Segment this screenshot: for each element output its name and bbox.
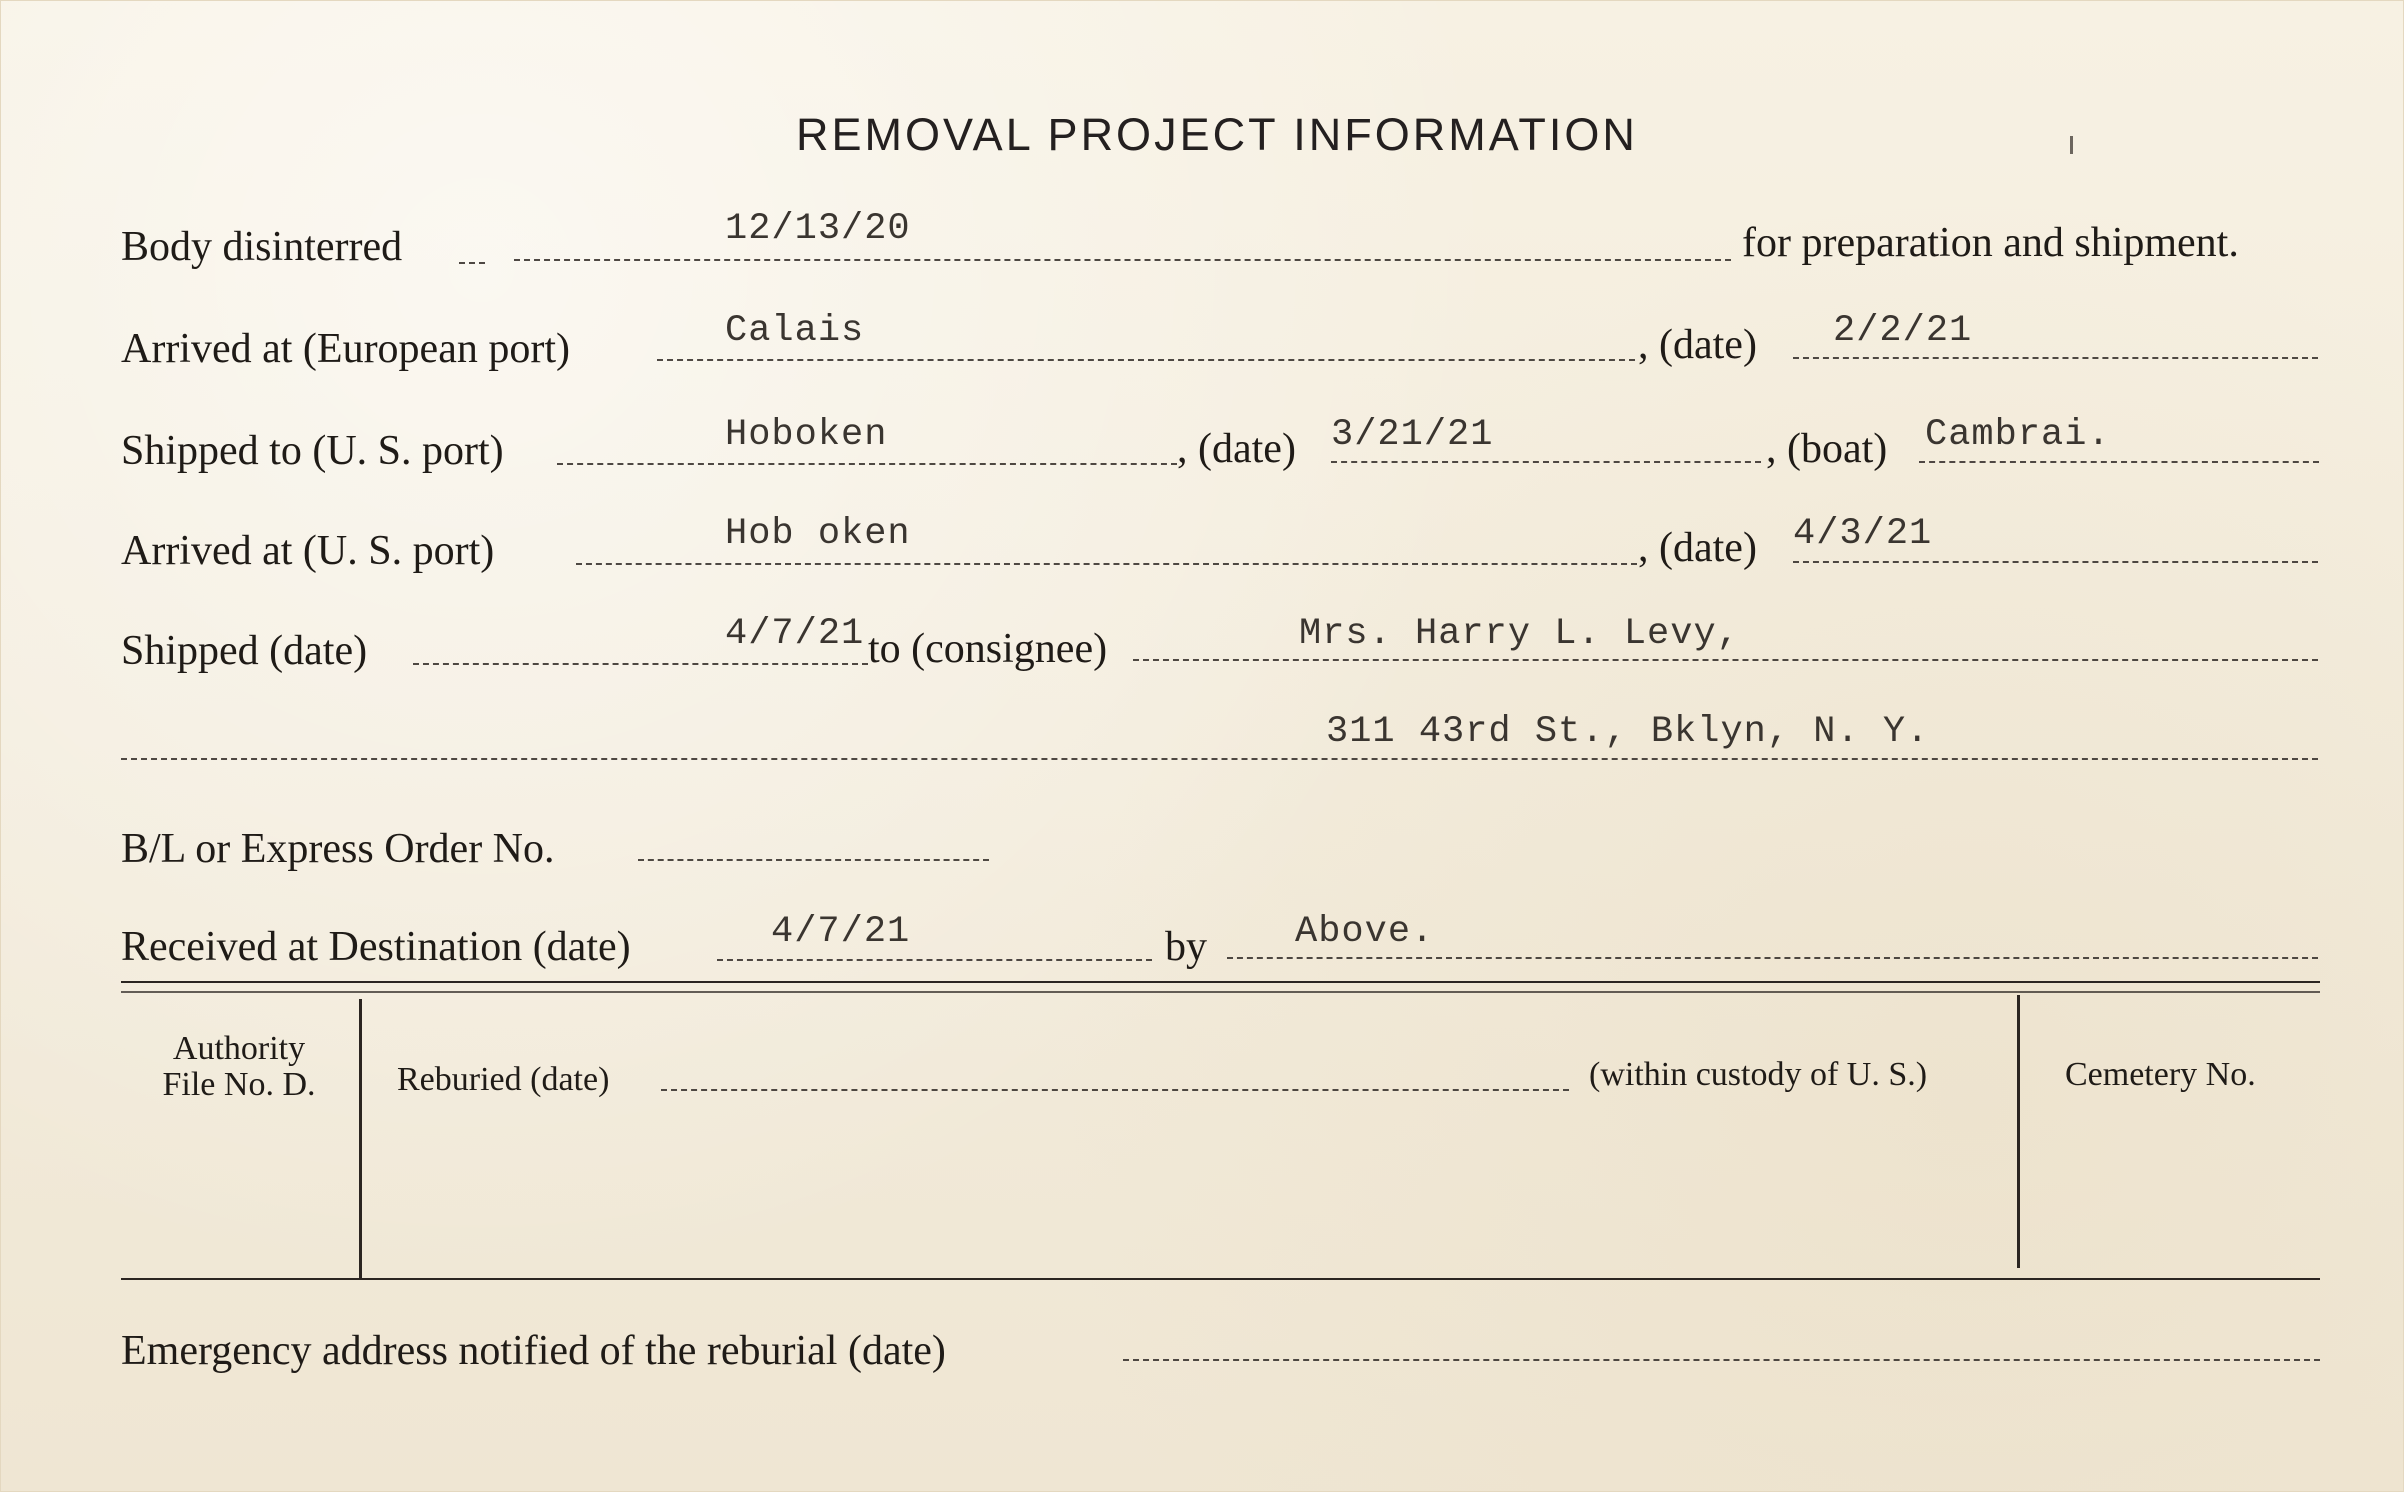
shipped-us-port-leader (557, 463, 1177, 465)
table-top-rule (121, 981, 2320, 983)
arrived-european-port-date-leader (1793, 357, 2318, 359)
consignee-address-leader (121, 758, 2318, 760)
arrived-us-port-date-leader (1793, 561, 2318, 563)
arrived-european-port-date-label: , (date) (1638, 322, 1757, 368)
body-disinterred-leader-start (459, 262, 485, 264)
arrived-us-port-date-value: 4/3/21 (1793, 513, 1933, 555)
custody-label: (within custody of U. S.) (1589, 1056, 1928, 1093)
paper-mark (2070, 136, 2073, 154)
arrived-european-port-label: Arrived at (European port) (121, 326, 570, 372)
document-title: REMOVAL PROJECT INFORMATION (796, 109, 1638, 160)
bl-order-leader (638, 859, 989, 861)
emergency-label: Emergency address notified of the reburial (date) (121, 1328, 946, 1374)
cemetery-no-label: Cemetery No. (2065, 1056, 2256, 1093)
shipped-us-port-date-value: 3/21/21 (1331, 414, 1494, 456)
shipped-us-port-label: Shipped to (U. S. port) (121, 428, 504, 474)
table-divider-left (359, 999, 362, 1279)
bl-order-label: B/L or Express Order No. (121, 826, 555, 872)
arrived-us-port-value: Hob oken (725, 513, 911, 555)
body-disinterred-suffix: for preparation and shipment. (1742, 220, 2239, 266)
table-divider-right (2017, 995, 2020, 1268)
shipped-us-port-date-leader (1331, 461, 1761, 463)
body-disinterred-label: Body disinterred (121, 224, 403, 270)
shipped-consignee-leader (1133, 659, 2318, 661)
body-disinterred-value: 12/13/20 (725, 208, 911, 250)
shipped-us-port-boat-label: , (boat) (1766, 426, 1888, 472)
shipped-us-port-boat-value: Cambrai. (1925, 414, 2111, 456)
shipped-date-label: Shipped (date) (121, 628, 368, 674)
received-destination-leader (717, 959, 1152, 961)
reburied-leader (661, 1089, 1569, 1091)
received-by-leader (1227, 957, 2318, 959)
received-by-value: Above. (1295, 911, 1435, 953)
arrived-us-port-label: Arrived at (U. S. port) (121, 528, 495, 574)
shipped-us-port-value: Hoboken (725, 414, 888, 456)
arrived-european-port-value: Calais (725, 310, 865, 352)
received-destination-date-value: 4/7/21 (771, 911, 911, 953)
shipped-consignee-value: Mrs. Harry L. Levy, (1299, 613, 1740, 655)
shipped-date-leader (413, 663, 868, 665)
reburied-label: Reburied (date) (397, 1061, 610, 1098)
table-top-rule-secondary (121, 991, 2320, 993)
arrived-european-port-date-value: 2/2/21 (1833, 310, 1973, 352)
consignee-address-value: 311 43rd St., Bklyn, N. Y. (1326, 711, 1930, 753)
body-disinterred-leader (514, 259, 1731, 261)
arrived-european-port-leader (657, 359, 1635, 361)
shipped-us-port-boat-leader (1919, 461, 2319, 463)
table-bottom-rule (121, 1278, 2320, 1280)
received-destination-label: Received at Destination (date) (121, 924, 631, 970)
emergency-leader (1123, 1359, 2320, 1361)
authority-file-label: Authority File No. D. (162, 1030, 316, 1103)
received-by-label: by (1165, 924, 1207, 970)
shipped-consignee-label: to (consignee) (868, 626, 1108, 672)
shipped-us-port-date-label: , (date) (1177, 426, 1296, 472)
shipped-date-value: 4/7/21 (725, 613, 865, 655)
arrived-us-port-leader (576, 563, 1637, 565)
arrived-us-port-date-label: , (date) (1638, 525, 1757, 571)
